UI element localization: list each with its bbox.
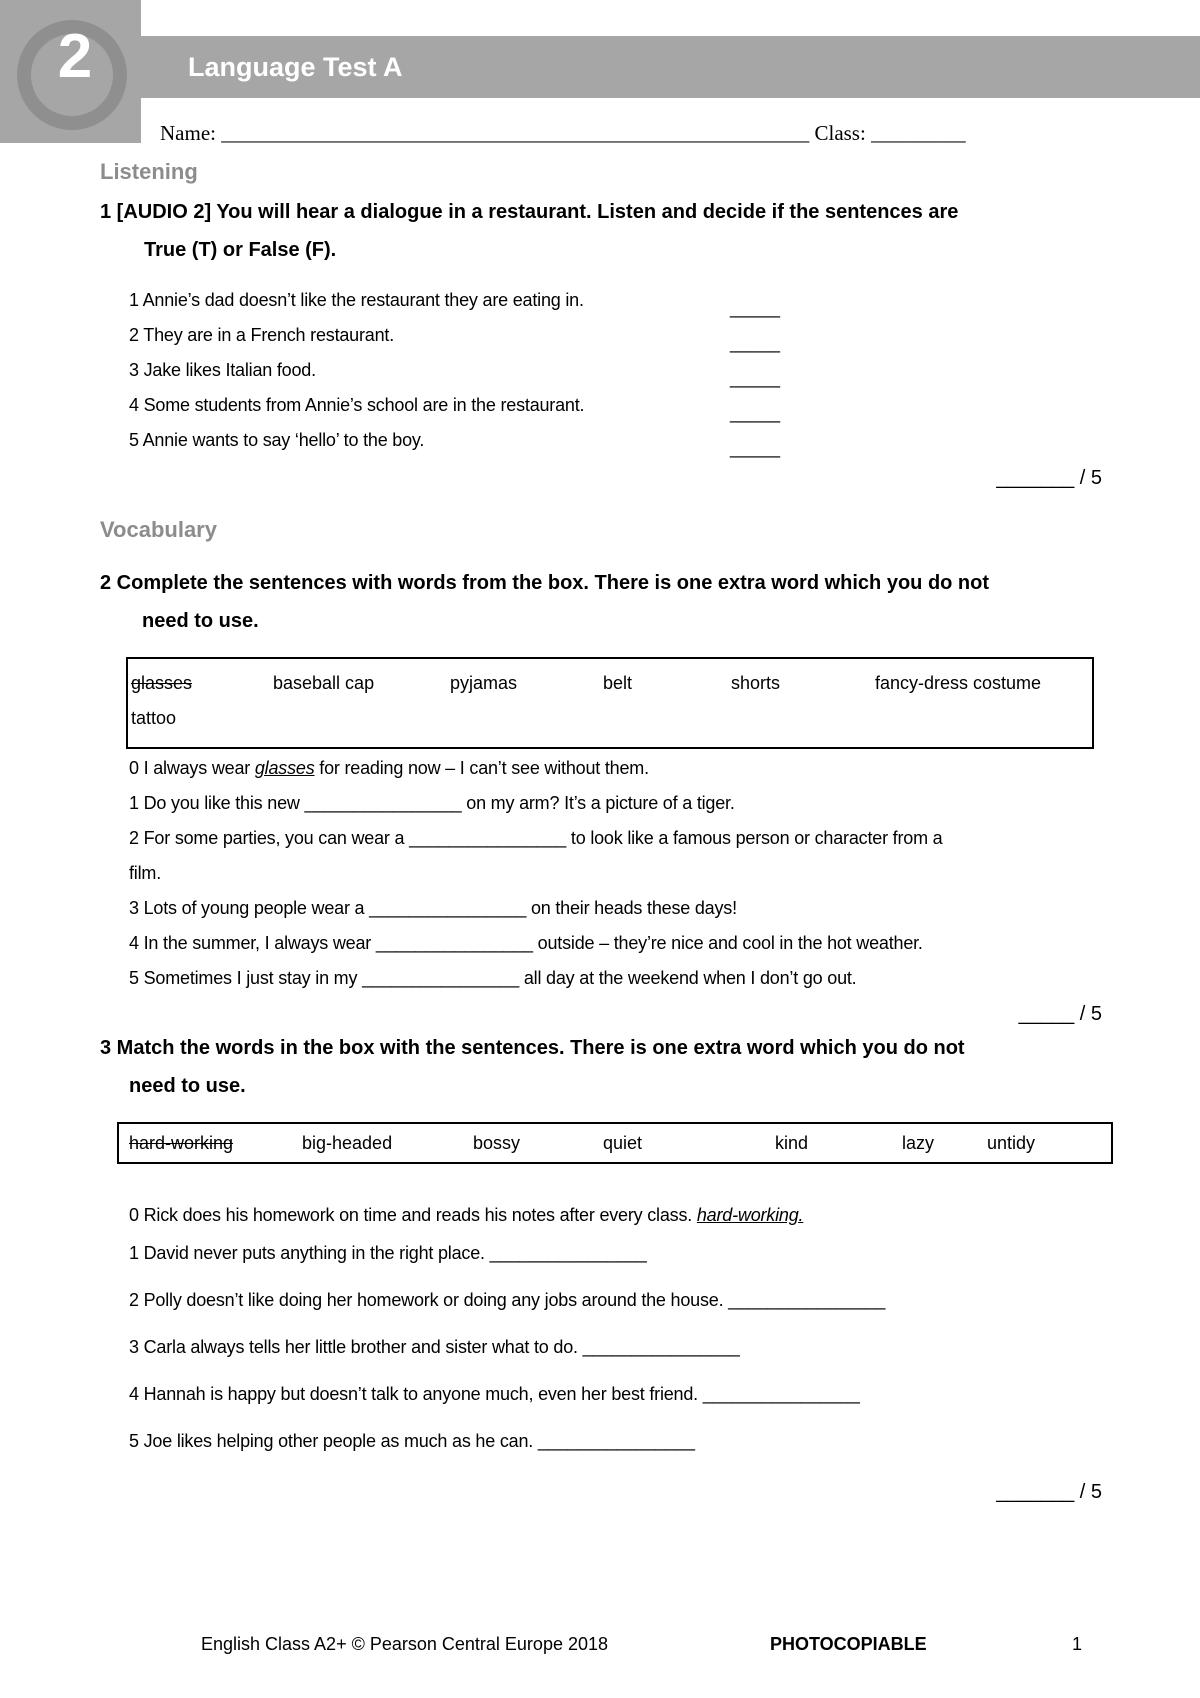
ex1-answer-blank-2[interactable]: _____ bbox=[730, 333, 781, 353]
ex2-item-2: 2 For some parties, you can wear a ________________ to look like a famous person or character from a bbox=[129, 828, 943, 848]
ex3-box-word: bossy bbox=[473, 1133, 521, 1153]
ex3-score[interactable]: _______ / 5 bbox=[996, 1481, 1102, 1503]
ex3-instruction-line1: 3 Match the words in the box with the sentences. There is one extra word which you do not bbox=[100, 1037, 965, 1059]
ex1-answer-blank-5[interactable]: _____ bbox=[730, 438, 781, 458]
ex3-box-word: quiet bbox=[603, 1133, 643, 1153]
ex1-instruction-line1: 1 [AUDIO 2] You will hear a dialogue in a restaurant. Listen and decide if the sentences are bbox=[100, 201, 959, 223]
footer-photocopiable: PHOTOCOPIABLE bbox=[770, 1634, 927, 1654]
listening-heading: Listening bbox=[100, 159, 198, 184]
footer-copyright: English Class A2+ © Pearson Central Europe 2018 bbox=[201, 1634, 609, 1654]
ex2-instruction-line2: need to use. bbox=[142, 610, 259, 632]
ex2-box-word: baseball cap bbox=[273, 673, 375, 693]
ex2-word-box bbox=[126, 657, 1094, 749]
ex2-score[interactable]: _____ / 5 bbox=[1018, 1003, 1102, 1025]
unit-badge bbox=[0, 0, 141, 143]
ex1-answer-blank-4[interactable]: _____ bbox=[730, 403, 781, 423]
ex1-item-1: 1 Annie’s dad doesn’t like the restaurant they are eating in. bbox=[129, 290, 584, 310]
ex1-answer-blank-3[interactable]: _____ bbox=[730, 368, 781, 388]
ex2-example: 0 I always wear glasses for reading now – I can’t see without them. bbox=[129, 758, 649, 778]
ex2-item-3: 3 Lots of young people wear a ________________ on their heads these days! bbox=[129, 898, 737, 918]
ex3-example: 0 Rick does his homework on time and reads his notes after every class. hard-working. bbox=[129, 1205, 804, 1225]
ex1-answer-blank-1[interactable]: _____ bbox=[730, 298, 781, 318]
ex1-score[interactable]: _______ / 5 bbox=[996, 467, 1102, 489]
ex3-item-5: 5 Joe likes helping other people as much as he can. ________________ bbox=[129, 1431, 695, 1451]
ex1-item-4: 4 Some students from Annie’s school are in the restaurant. bbox=[129, 395, 585, 415]
ex3-item-3: 3 Carla always tells her little brother and sister what to do. ________________ bbox=[129, 1337, 740, 1357]
ex2-box-word: shorts bbox=[731, 673, 781, 693]
ex2-item-5: 5 Sometimes I just stay in my ________________ all day at the weekend when I don’t go out. bbox=[129, 968, 857, 988]
ex2-item-2-cont: film. bbox=[129, 863, 161, 883]
page-number: 1 bbox=[1072, 1634, 1083, 1654]
ex1-item-3: 3 Jake likes Italian food. bbox=[129, 360, 316, 380]
ex2-box-word: glasses bbox=[131, 673, 193, 693]
ex3-item-1: 1 David never puts anything in the right place. ________________ bbox=[129, 1243, 647, 1263]
unit-number: 2 bbox=[57, 22, 93, 91]
ex2-box-word: pyjamas bbox=[450, 673, 518, 693]
ex3-item-4: 4 Hannah is happy but doesn’t talk to anyone much, even her best friend. ________________ bbox=[129, 1384, 860, 1404]
ex1-instruction-line2: True (T) or False (F). bbox=[144, 239, 337, 261]
ex1-item-5: 5 Annie wants to say ‘hello’ to the boy. bbox=[129, 430, 425, 450]
ex2-instruction-line1: 2 Complete the sentences with words from the box. There is one extra word which you do not bbox=[100, 572, 990, 594]
ex2-item-4: 4 In the summer, I always wear ________________ outside – they’re nice and cool in the hot weather. bbox=[129, 933, 923, 953]
ex2-instruction bbox=[100, 564, 1100, 640]
ex3-example-answer: hard-working. bbox=[696, 1205, 804, 1225]
ex2-box-word: fancy-dress costume bbox=[875, 673, 1042, 693]
page-title: Language Test A bbox=[188, 52, 403, 82]
ex2-example-answer: glasses bbox=[254, 758, 315, 778]
vocabulary-heading: Vocabulary bbox=[100, 517, 217, 542]
ex3-box-word: kind bbox=[775, 1133, 809, 1153]
ex3-box-word: lazy bbox=[902, 1133, 935, 1153]
ex3-item-2: 2 Polly doesn’t like doing her homework or doing any jobs around the house. ________________ bbox=[129, 1290, 886, 1310]
ex1-item-2: 2 They are in a French restaurant. bbox=[129, 325, 395, 345]
ex3-box-word: untidy bbox=[987, 1133, 1036, 1153]
ex2-item-1: 1 Do you like this new ________________ on my arm? It’s a picture of a tiger. bbox=[129, 793, 735, 813]
name-class-line: Name: ________________________________________________________ Class: _________ bbox=[160, 121, 966, 145]
ex1-instruction bbox=[100, 193, 1100, 269]
ex3-instruction-line2: need to use. bbox=[129, 1075, 246, 1097]
ex3-instruction bbox=[100, 1029, 1100, 1105]
ex3-box-word: hard-working bbox=[129, 1133, 234, 1153]
ex3-box-word: big-headed bbox=[302, 1133, 393, 1153]
ex2-box-word: tattoo bbox=[131, 708, 177, 728]
ex3-word-box bbox=[117, 1122, 1113, 1164]
ex2-box-word: belt bbox=[603, 673, 633, 693]
